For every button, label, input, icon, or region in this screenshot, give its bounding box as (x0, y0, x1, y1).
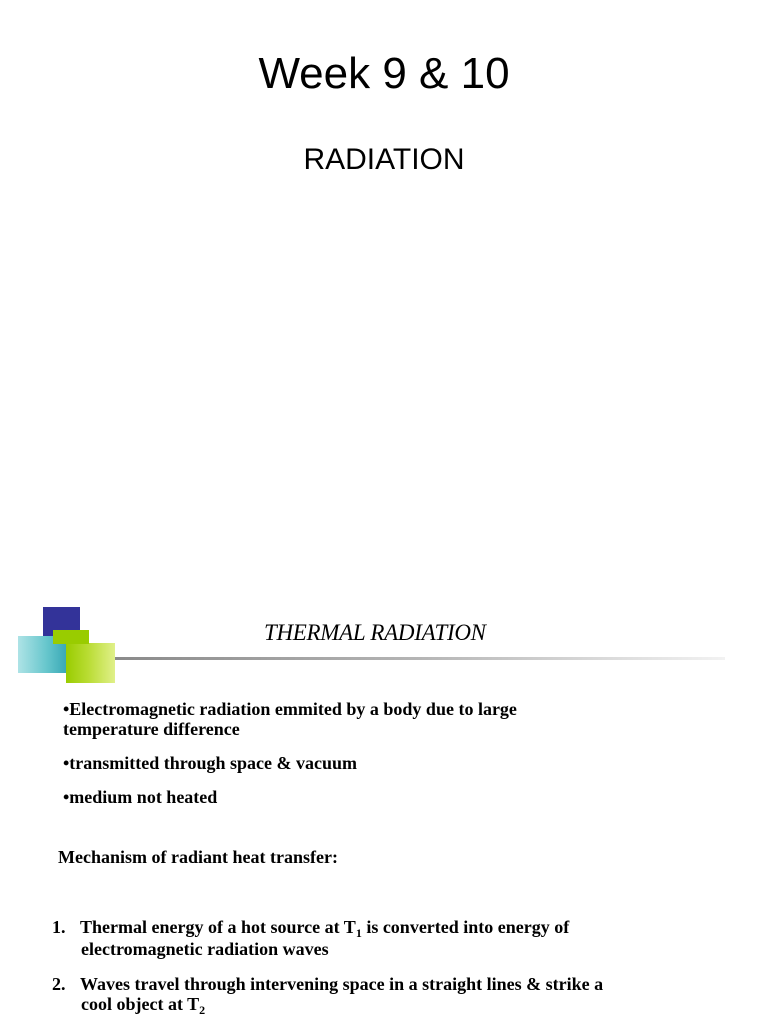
step-text: is converted into energy of (361, 917, 570, 937)
subscript: 1 (355, 926, 362, 940)
step-number: 1. (52, 917, 66, 937)
numbered-step (52, 974, 732, 1017)
decorative-square-lime (66, 643, 115, 683)
step-text: Waves travel through intervening space in a straight lines & strike a (80, 974, 604, 994)
step-text-continued: electromagnetic radiation waves (81, 939, 329, 959)
section-heading: Mechanism of radiant heat transfer: (58, 847, 338, 867)
numbered-step (52, 916, 732, 960)
slide-subtitle: RADIATION (303, 143, 465, 176)
step-number: 2. (52, 974, 66, 994)
decorative-square-green (53, 630, 89, 644)
subscript: 2 (199, 1003, 206, 1017)
title-divider (115, 657, 725, 660)
slide-title: Week 9 & 10 (258, 49, 510, 98)
bullet-item: •medium not heated (63, 787, 218, 807)
step-text: Thermal energy of a hot source at T (80, 917, 356, 937)
bullet-line: •Electromagnetic radiation emmited by a body due to large (63, 699, 517, 719)
bullet-line-continued: temperature difference (63, 719, 240, 739)
slide-heading: THERMAL RADIATION (264, 620, 486, 645)
step-text-continued: cool object at T (81, 994, 200, 1014)
bullet-item (63, 699, 663, 739)
bullet-item: •transmitted through space & vacuum (63, 753, 357, 773)
